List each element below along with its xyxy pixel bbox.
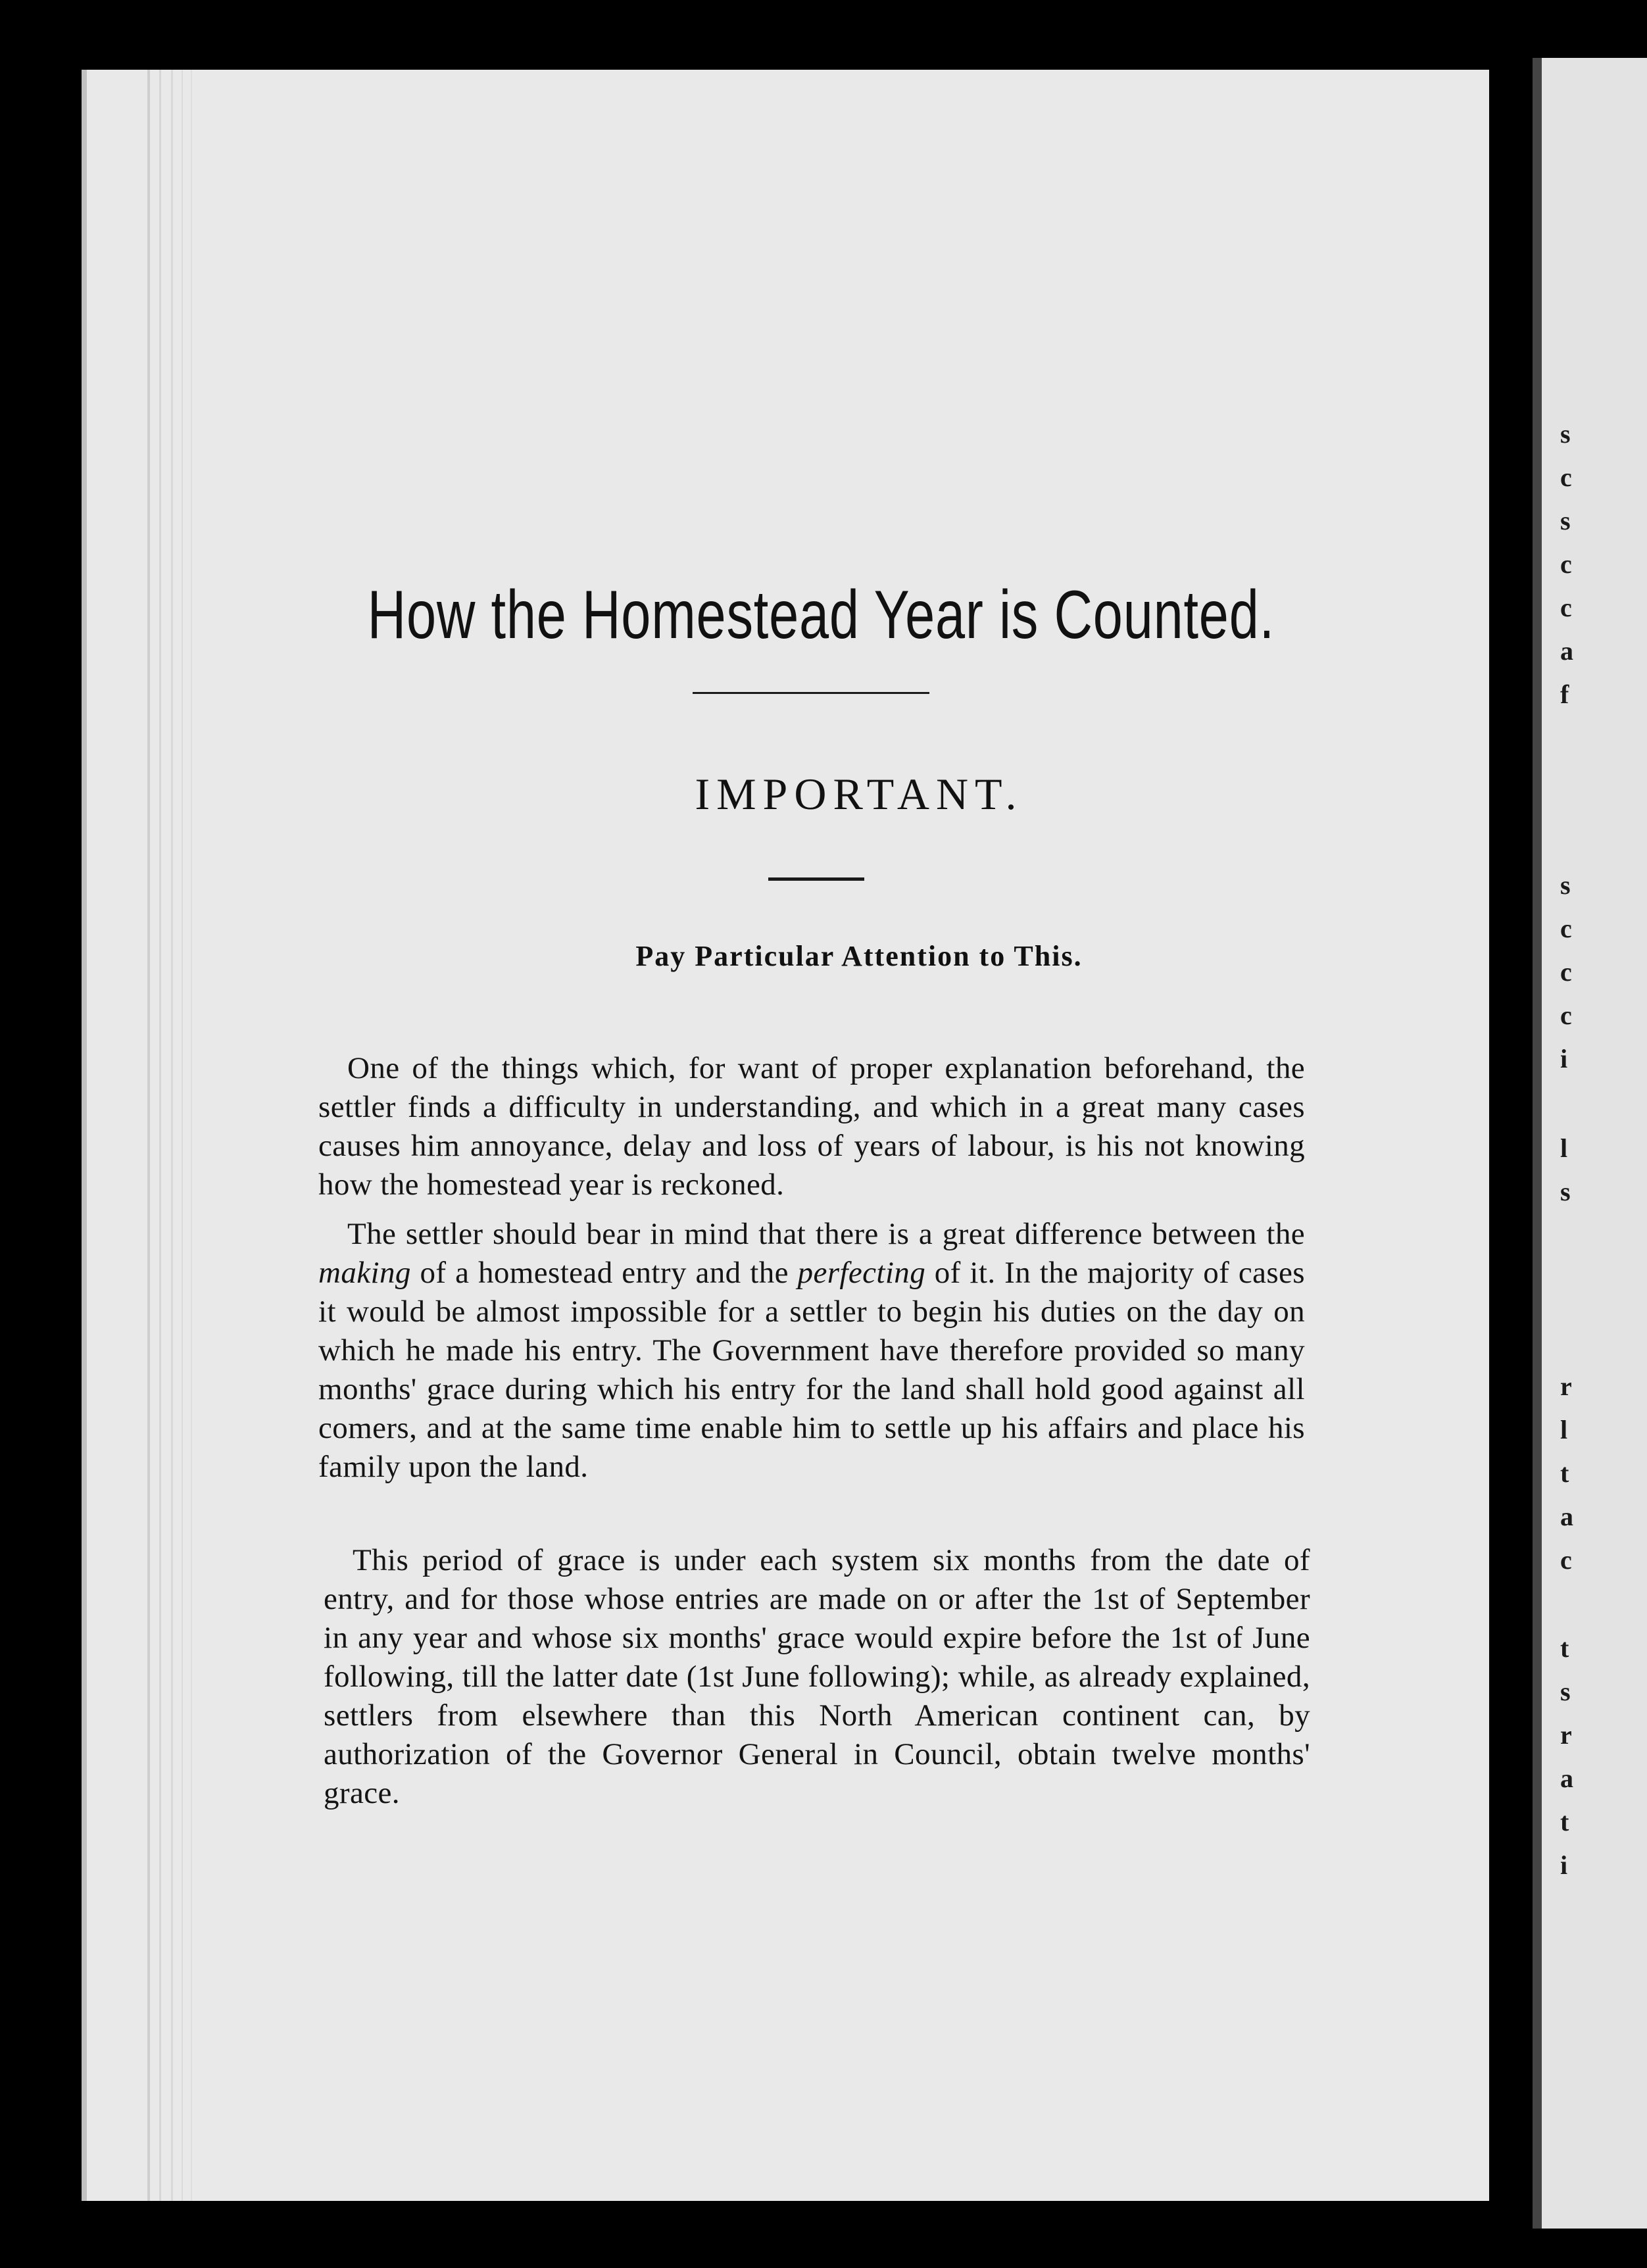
- facing-page-letter: s: [1560, 419, 1571, 449]
- title-divider: [693, 692, 929, 694]
- facing-page-letter: c: [1560, 1545, 1572, 1575]
- facing-page-letter: r: [1560, 1720, 1572, 1750]
- facing-page-letter: i: [1560, 1850, 1568, 1880]
- facing-page-letter: c: [1560, 549, 1572, 579]
- page-title: How the Homestead Year is Counted.: [367, 577, 1275, 653]
- facing-page-letter: t: [1560, 1807, 1569, 1837]
- facing-page-letter: a: [1560, 1502, 1573, 1531]
- page-edge: [171, 70, 173, 2201]
- subheading: Pay Particular Attention to This.: [635, 940, 1083, 972]
- paragraph-two-part: The settler should bear in mind that there is a great difference between the: [347, 1217, 1305, 1251]
- page-edge: [191, 70, 192, 2201]
- page-edge: [182, 70, 183, 2201]
- facing-page-letter: t: [1560, 1458, 1569, 1488]
- page-edge: [82, 70, 87, 2201]
- facing-page-letter: c: [1560, 593, 1572, 622]
- facing-page-letter: t: [1560, 1633, 1569, 1663]
- facing-page-letter: f: [1560, 679, 1569, 709]
- paragraph-two-part: of it. In the majority of cases it would be almost impossible for a settler to begin his duties on the day on which he made his entry. The Government have therefore provided so many months' grace during which his entry for the land shall hold good against all comers, and at the same time enable him to settle up his affairs and place his family upon the land.: [318, 1256, 1305, 1484]
- paragraph-three: This period of grace is under each system six months from the date of entry, and for those whose entries are made on or after the 1st of September in any year and whose six months' grace would expire before the 1st of June following, till the latter date (1st June following); while, as already explained, settlers from elsewhere than this North American continent can, by authorization of the Governor General in Council, obtain twelve months' grace.: [324, 1543, 1310, 1810]
- page-edge: [147, 70, 150, 2201]
- heading-divider: [768, 877, 864, 881]
- paragraph-two: [318, 1215, 1305, 1487]
- facing-page-letter: r: [1560, 1371, 1572, 1401]
- facing-page-letter: l: [1560, 1133, 1568, 1163]
- facing-page-letter: c: [1560, 957, 1572, 987]
- emphasis-making: making: [318, 1256, 411, 1290]
- emphasis-perfecting: perfecting: [797, 1256, 926, 1290]
- facing-page-letter: s: [1560, 506, 1571, 535]
- facing-page-letter: c: [1560, 1000, 1572, 1030]
- facing-page-letter: s: [1560, 1177, 1571, 1206]
- important-heading: IMPORTANT.: [695, 769, 1023, 819]
- facing-page-letter: s: [1560, 1677, 1571, 1706]
- facing-page-letter: c: [1560, 914, 1572, 943]
- facing-page-letter: l: [1560, 1415, 1568, 1444]
- facing-page-letter: i: [1560, 1044, 1568, 1073]
- paragraph-one: One of the things which, for want of proper explanation beforehand, the settler finds a difficulty in understanding, and which in a great many cases causes him annoyance, delay and loss of years of labour, is his not knowing how the homestead year is reckoned.: [318, 1051, 1305, 1202]
- facing-page-letter: s: [1560, 870, 1571, 900]
- facing-page-letter: a: [1560, 1763, 1573, 1793]
- facing-page-fragment: [1533, 58, 1647, 2229]
- facing-page-letter: a: [1560, 636, 1573, 666]
- page-edge: [159, 70, 161, 2201]
- facing-page-letters: [1560, 58, 1639, 2229]
- paragraph-two-part: of a homestead entry and the: [410, 1256, 798, 1290]
- page-gutter-shadow: [1533, 58, 1542, 2229]
- facing-page-letter: c: [1560, 462, 1572, 492]
